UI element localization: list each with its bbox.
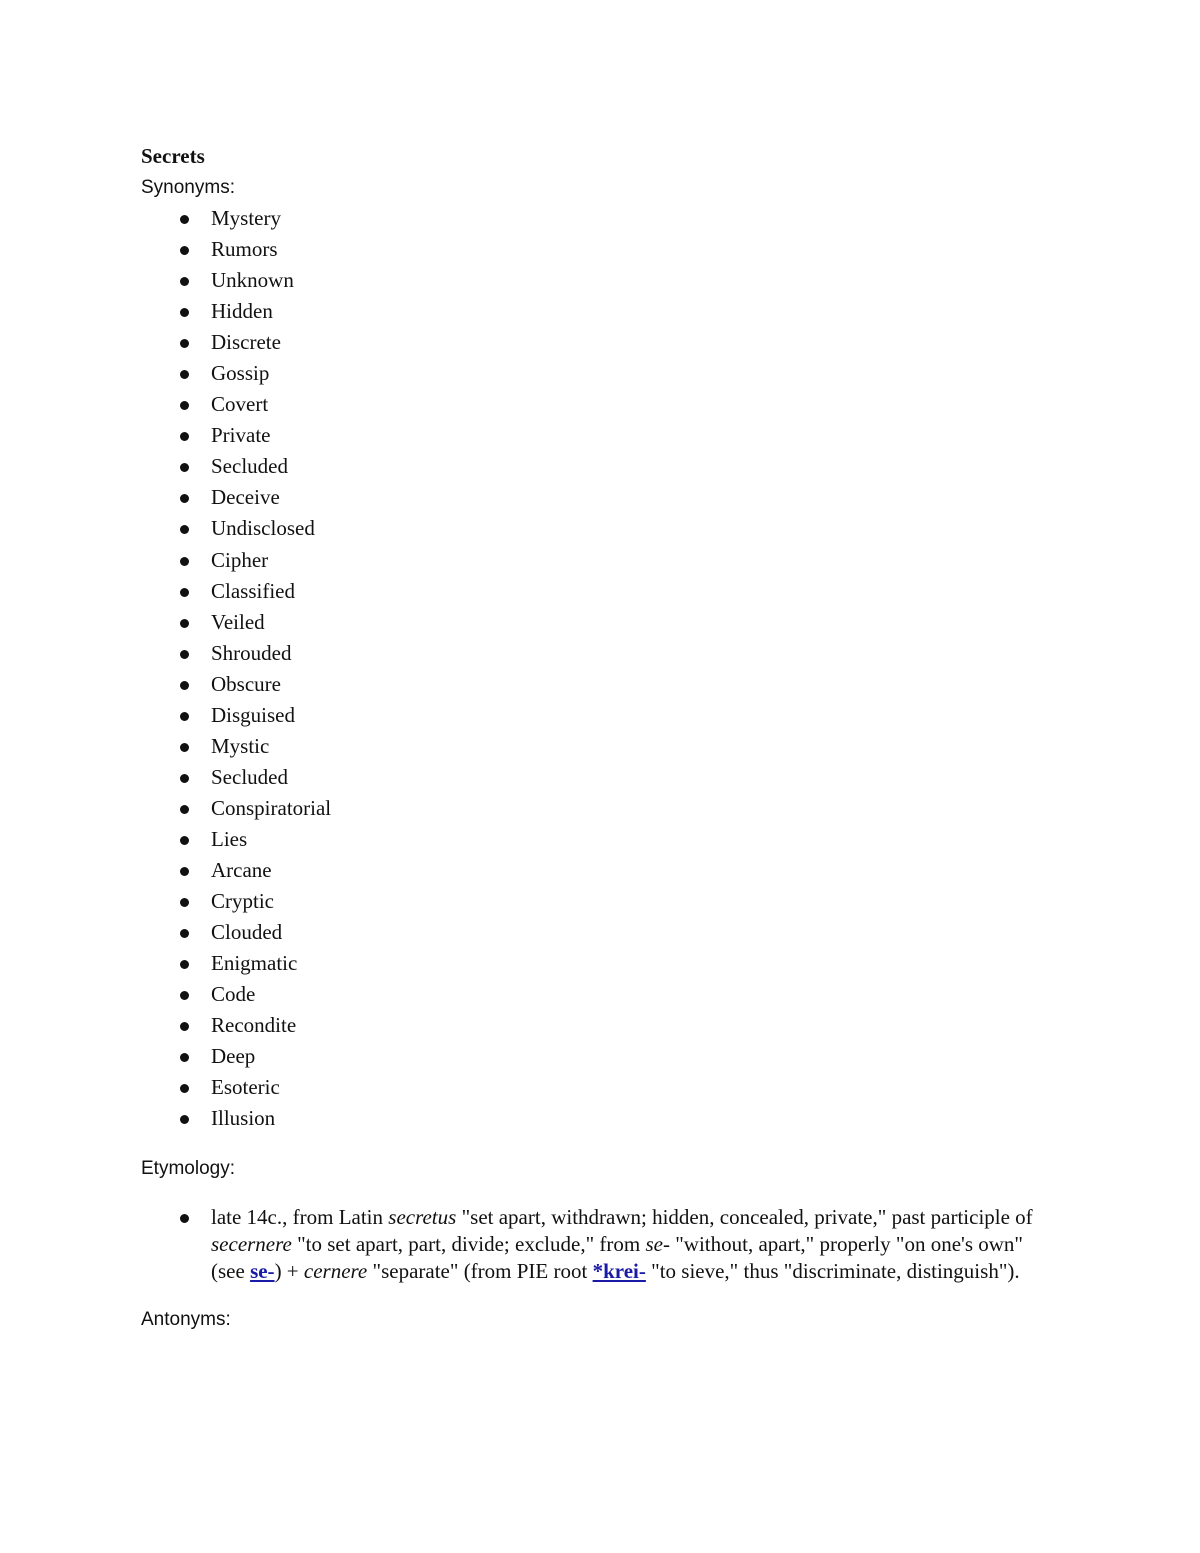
etymology-text: "set apart, withdrawn; hidden, concealed, private," past participle of	[456, 1205, 1033, 1230]
synonym-item: Enigmatic	[141, 948, 1061, 979]
etymology-term-se: se-	[645, 1232, 670, 1257]
etymology-text: "to sieve," thus "discriminate, distinguish").	[645, 1259, 1020, 1284]
synonym-item: Discrete	[141, 327, 1061, 358]
synonym-item: Secluded	[141, 762, 1061, 793]
synonym-item: Veiled	[141, 607, 1061, 638]
etymology-term-secretus: secretus	[388, 1205, 457, 1230]
document-title: Secrets	[141, 144, 205, 168]
synonym-item: Unknown	[141, 265, 1061, 296]
synonym-item: Private	[141, 420, 1061, 451]
synonym-item: Lies	[141, 824, 1061, 855]
etymology-entry	[141, 1204, 1061, 1285]
synonym-item: Deceive	[141, 482, 1061, 513]
document-page	[141, 141, 1061, 1335]
synonym-item: Mystery	[141, 203, 1061, 234]
se-link[interactable]: se-	[250, 1259, 275, 1284]
synonym-item: Arcane	[141, 855, 1061, 886]
synonym-item: Deep	[141, 1041, 1061, 1072]
etymology-text: "to set apart, part, divide; exclude," from	[291, 1232, 646, 1257]
etymology-term-cernere: cernere	[303, 1259, 368, 1284]
synonyms-list	[141, 203, 1061, 1134]
etymology-text: ) +	[274, 1259, 304, 1284]
synonym-item: Shrouded	[141, 638, 1061, 669]
synonym-item: Illusion	[141, 1103, 1061, 1134]
synonym-item: Covert	[141, 389, 1061, 420]
synonym-item: Clouded	[141, 917, 1061, 948]
antonyms-label: Antonyms:	[141, 1309, 231, 1331]
synonym-item: Undisclosed	[141, 513, 1061, 544]
synonym-item: Classified	[141, 576, 1061, 607]
etymology-text: "separate" (from PIE root	[367, 1259, 593, 1284]
etymology-text: "without, apart," properly "on one's own" (see	[211, 1232, 1023, 1284]
synonym-item: Obscure	[141, 669, 1061, 700]
synonym-item: Esoteric	[141, 1072, 1061, 1103]
krei-link[interactable]: *krei-	[592, 1259, 646, 1284]
synonym-item: Conspiratorial	[141, 793, 1061, 824]
synonym-item: Cryptic	[141, 886, 1061, 917]
etymology-term-secernere: secernere	[211, 1232, 292, 1257]
synonym-item: Rumors	[141, 234, 1061, 265]
synonym-item: Recondite	[141, 1010, 1061, 1041]
synonym-item: Cipher	[141, 545, 1061, 576]
synonym-item: Disguised	[141, 700, 1061, 731]
synonyms-label: Synonyms:	[141, 177, 235, 198]
etymology-list	[141, 1204, 1061, 1285]
synonym-item: Mystic	[141, 731, 1061, 762]
etymology-label: Etymology:	[141, 1158, 235, 1180]
synonym-item: Hidden	[141, 296, 1061, 327]
synonym-item: Gossip	[141, 358, 1061, 389]
etymology-text: late 14c., from Latin	[211, 1205, 389, 1230]
synonym-item: Code	[141, 979, 1061, 1010]
synonym-item: Secluded	[141, 451, 1061, 482]
